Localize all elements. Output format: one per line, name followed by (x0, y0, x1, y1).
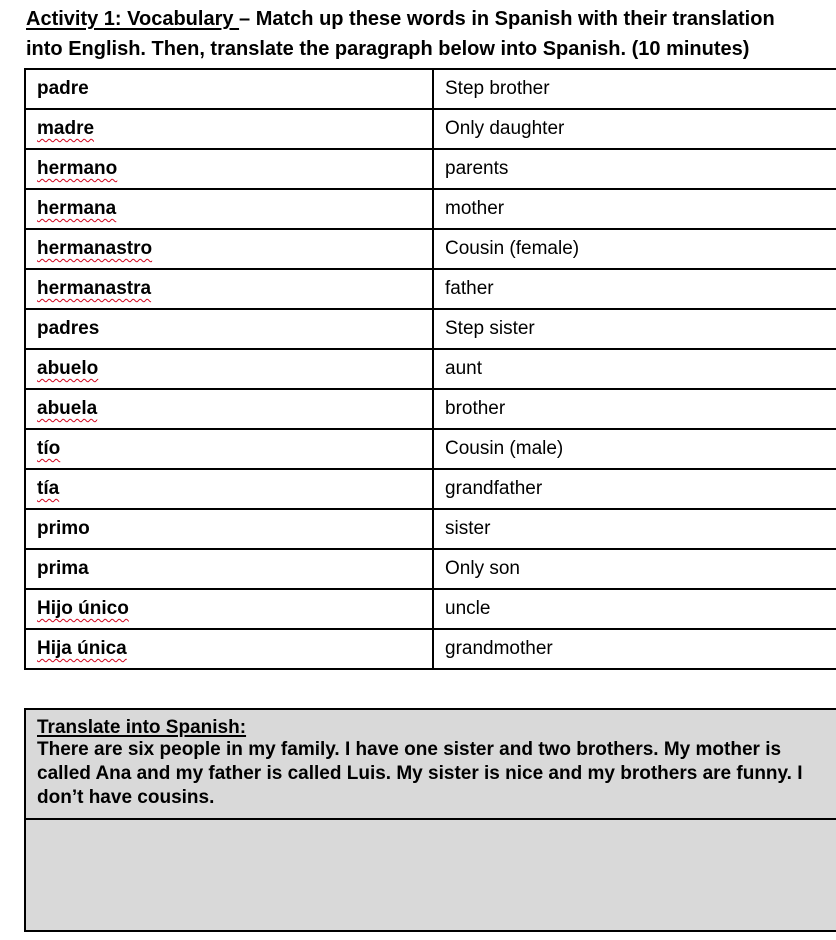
table-row (25, 429, 836, 469)
spanish-word-cell[interactable] (25, 229, 433, 269)
spanish-word: primo (37, 518, 90, 539)
spanish-word-cell[interactable] (25, 149, 433, 189)
spanish-word: madre (37, 118, 95, 139)
english-translation: parents (445, 158, 509, 179)
spanish-word-cell[interactable] (25, 109, 433, 149)
table-row (25, 629, 836, 669)
english-translation: grandmother (445, 638, 553, 659)
english-translation-cell[interactable] (433, 509, 836, 549)
english-translation-cell[interactable] (433, 149, 836, 189)
spanish-word-cell[interactable] (25, 189, 433, 229)
table-row (25, 549, 836, 589)
english-translation: Only son (445, 558, 520, 579)
english-translation: father (445, 278, 494, 299)
english-translation-cell[interactable] (433, 469, 836, 509)
spanish-word-cell[interactable] (25, 389, 433, 429)
english-translation: Cousin (female) (445, 238, 580, 259)
english-translation: mother (445, 198, 505, 219)
english-translation: Cousin (male) (445, 438, 564, 459)
spanish-word: padre (37, 78, 89, 99)
activity-label: Activity 1: Vocabulary (26, 8, 240, 30)
spanish-word-cell[interactable] (25, 429, 433, 469)
english-translation-cell[interactable] (433, 549, 836, 589)
vocabulary-table-body (25, 69, 836, 669)
english-translation: Step sister (445, 318, 535, 339)
table-row (25, 389, 836, 429)
english-translation-cell[interactable] (433, 629, 836, 669)
spanish-word: hermano (37, 158, 118, 179)
table-row (25, 509, 836, 549)
english-translation-cell[interactable] (433, 189, 836, 229)
answer-box[interactable] (24, 818, 836, 932)
spanish-word: padres (37, 318, 100, 339)
spanish-word: abuelo (37, 358, 99, 379)
english-translation: aunt (445, 358, 482, 379)
english-translation: grandfather (445, 478, 543, 499)
table-row (25, 109, 836, 149)
english-translation-cell[interactable] (433, 109, 836, 149)
vocabulary-table (24, 68, 836, 670)
english-translation-cell[interactable] (433, 229, 836, 269)
spanish-word: Hija única (37, 638, 127, 659)
spanish-word-cell[interactable] (25, 469, 433, 509)
spanish-word-cell[interactable] (25, 629, 433, 669)
english-translation-cell[interactable] (433, 589, 836, 629)
table-row (25, 269, 836, 309)
spanish-word-cell[interactable] (25, 589, 433, 629)
english-translation: brother (445, 398, 506, 419)
spanish-word: abuela (37, 398, 98, 419)
spanish-word: tía (37, 478, 60, 499)
table-row (25, 469, 836, 509)
spanish-word: hermanastro (37, 238, 153, 259)
english-translation-cell[interactable] (433, 269, 836, 309)
table-row (25, 229, 836, 269)
english-translation: uncle (445, 598, 491, 619)
english-translation-cell[interactable] (433, 309, 836, 349)
spanish-word-cell[interactable] (25, 69, 433, 109)
activity-heading (26, 4, 836, 64)
instruction-text-2: into English. Then, translate the paragraph below into Spanish. (10 minutes) (26, 38, 750, 60)
english-translation: Only daughter (445, 118, 565, 139)
table-row (25, 309, 836, 349)
spanish-word-cell[interactable] (25, 269, 433, 309)
spanish-word: hermanastra (37, 278, 152, 299)
table-row (25, 589, 836, 629)
english-translation-cell[interactable] (433, 69, 836, 109)
english-translation: sister (445, 518, 491, 539)
spanish-word: hermana (37, 198, 117, 219)
english-translation-cell[interactable] (433, 349, 836, 389)
table-row (25, 349, 836, 389)
table-row (25, 149, 836, 189)
english-translation-cell[interactable] (433, 389, 836, 429)
translate-paragraph: There are six people in my family. I have one sister and two brothers. My mother is called Ana and my father is called Luis. My sister is nice and my brothers are funny. I don’t have cousins. (37, 739, 803, 808)
spanish-word: Hijo único (37, 598, 129, 619)
spanish-word: tío (37, 438, 61, 459)
table-row (25, 189, 836, 229)
instruction-text-1: – Match up these words in Spanish with their translation (239, 8, 775, 30)
spanish-word-cell[interactable] (25, 349, 433, 389)
spanish-word-cell[interactable] (25, 509, 433, 549)
english-translation-cell[interactable] (433, 429, 836, 469)
translate-title: Translate into Spanish: (37, 717, 247, 738)
translate-section (24, 708, 836, 820)
spanish-word-cell[interactable] (25, 309, 433, 349)
table-row (25, 69, 836, 109)
spanish-word-cell[interactable] (25, 549, 433, 589)
heading-line-1 (26, 4, 836, 34)
spanish-word: prima (37, 558, 89, 579)
english-translation: Step brother (445, 78, 550, 99)
